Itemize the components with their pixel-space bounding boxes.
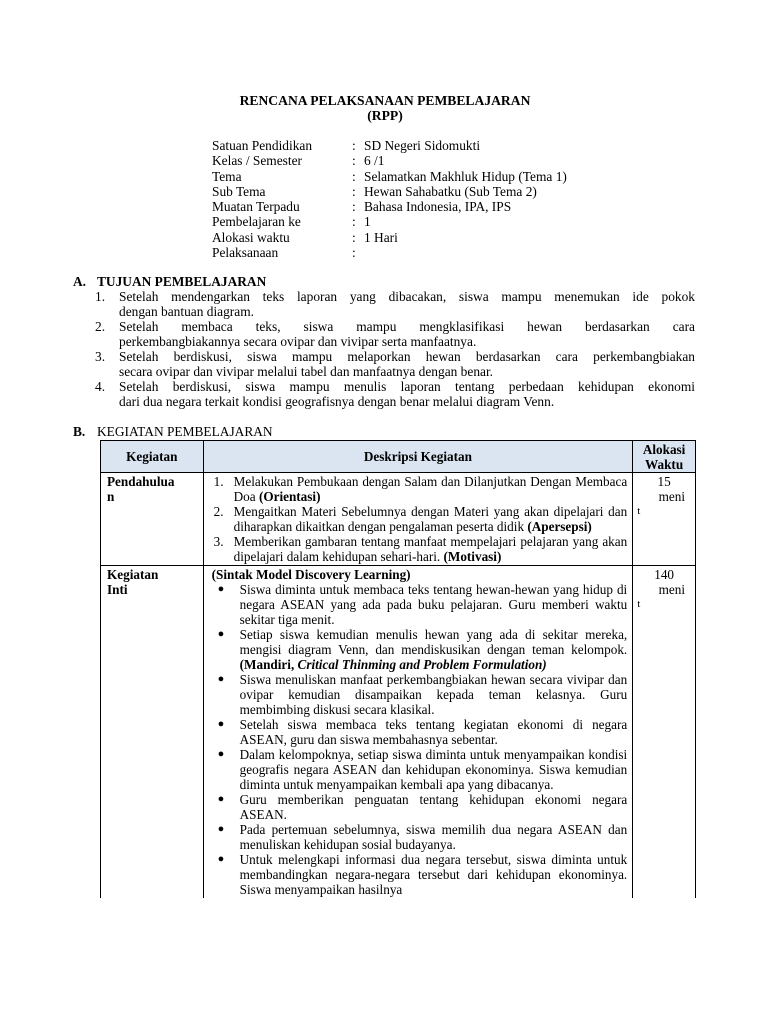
identity-separator: : (352, 214, 356, 230)
identity-value: 6 /1 (364, 153, 385, 169)
step-tag: (Apersepsi) (527, 519, 592, 534)
item-number: 4. (95, 379, 106, 394)
header-alokasi (633, 441, 696, 473)
step-item (212, 534, 628, 564)
time-value: 140 (654, 567, 674, 582)
bullet-icon: ● (217, 673, 225, 685)
identity-row-pembelajaran (212, 214, 567, 229)
objectives-list (73, 289, 695, 409)
bullet-item (212, 852, 628, 897)
phase-label-line: Inti (107, 582, 128, 597)
step-number: 3. (213, 534, 224, 549)
item-text-line: dari dua negara terkait kondisi geografisnya dengan benar melalui diagram Venn. (119, 394, 555, 409)
identity-separator: : (352, 229, 356, 245)
identity-row-alokasi (212, 230, 567, 245)
phase-label-line: Kegiatan (107, 567, 159, 582)
bullet-text: Dalam kelompoknya, setiap siswa diminta untuk menyampaikan kondisi geografis negara ASEAN dan kehidupan ekonominya. Siswa kemudian diminta untuk menyampaikan kembali apa yang dibacanya. (239, 747, 628, 792)
time-value: 15 (657, 474, 671, 489)
section-tujuan (73, 274, 695, 409)
item-text-line: Setelah mendengarkan teks laporan yang dibacakan, siswa mampu menemukan ide pokok (119, 289, 695, 304)
bullet-item (212, 792, 628, 822)
step-tag: (Motivasi) (443, 549, 502, 564)
section-title: TUJUAN PEMBELAJARAN (97, 274, 267, 289)
identity-separator: : (352, 168, 356, 184)
item-text-line: Setelah membaca teks, siswa mampu mengklasifikasi hewan berdasarkan cara (119, 319, 695, 334)
table-header-row (101, 441, 696, 473)
bullet-text: Untuk melengkapi informasi dua negara tersebut, siswa diminta untuk membandingkan negara-negara tersebut dari kehidupan ekonominya. Siswa menyampaikan hasilnya (239, 852, 628, 897)
bullet-text: Siswa diminta untuk membaca teks tentang hewan-hewan yang hidup di negara ASEAN yang ada pada buku pelajaran. Guru memberi waktu sekitar tiga menit. (239, 582, 628, 627)
identity-separator: : (352, 183, 356, 199)
identity-row-tema (212, 169, 567, 184)
bullet-text: Setiap siswa kemudian menulis hewan yang ada di sekitar mereka, mengisi diagram Venn, dan mendiskusikan dengan teman kelompok. (239, 627, 628, 657)
item-number: 1. (95, 289, 106, 304)
identity-row-pelaksanaan (212, 245, 567, 260)
time-unit-end: t (637, 598, 641, 610)
identity-label: Pembelajaran ke (212, 214, 301, 230)
objective-item (73, 319, 695, 349)
identity-label: Satuan Pendidikan (212, 138, 313, 153)
bullet-item (212, 627, 628, 672)
identity-separator: : (352, 138, 356, 153)
bullet-icon: ● (217, 853, 225, 865)
identity-value: Selamatkan Makhluk Hidup (Tema 1) (364, 168, 567, 184)
time-unit-end: t (637, 505, 641, 517)
bullet-text: Pada pertemuan sebelumnya, siswa memilih dua negara ASEAN dan menuliskan kehidupan sosial budayanya. (239, 822, 628, 852)
phase-label-line: n (107, 489, 115, 504)
objective-item (73, 289, 695, 319)
header-kegiatan: Kegiatan (101, 441, 204, 473)
identity-value: Hewan Sahabatku (Sub Tema 2) (364, 183, 537, 199)
item-text-line: Setelah berdiskusi, siswa mampu melaporkan hewan berdasarkan cara perkembangbiakan (119, 349, 695, 364)
step-text: Mengaitkan Materi Sebelumnya dengan Materi yang akan dipelajari dan diharapkan dikaitkan dengan pengalaman peserta didik (233, 504, 628, 534)
bullet-text: Guru memberikan penguatan tentang kehidupan ekonomi negara ASEAN. (239, 792, 628, 822)
identity-row-muatan (212, 199, 567, 214)
bullet-icon: ● (217, 718, 225, 730)
bullet-item (212, 747, 628, 792)
step-number: 2. (213, 504, 224, 519)
step-item (212, 504, 628, 534)
table-row-pendahuluan (101, 473, 696, 566)
section-kegiatan-heading (73, 424, 273, 439)
section-letter: A. (73, 274, 87, 289)
step-text: Memberikan gambaran tentang manfaat mempelajari pelajaran yang akan dipelajari dalam kehidupan sehari-hari. (233, 534, 628, 564)
header-alokasi-line: Waktu (645, 456, 684, 472)
time-unit: meni (658, 582, 685, 597)
item-text-line: perkembangbiakannya secara ovipar dan vivipar serta manfaatnya. (119, 334, 477, 349)
section-title: KEGIATAN PEMBELAJARAN (97, 424, 273, 439)
bullet-icon: ● (217, 748, 225, 760)
header-deskripsi: Deskripsi Kegiatan (203, 441, 633, 473)
step-text: Melakukan Pembukaan dengan Salam dan Dilanjutkan Dengan Membaca Doa (233, 474, 628, 504)
identity-value: SD Negeri Sidomukti (364, 138, 481, 153)
bullet-item (212, 822, 628, 852)
identity-separator: : (352, 245, 356, 261)
document-title: RENCANA PELAKSANAAN PEMBELAJARAN (239, 93, 531, 108)
item-text-line: dengan bantuan diagram. (119, 304, 254, 319)
objective-item (73, 349, 695, 379)
identity-block (212, 138, 567, 260)
section-heading (73, 274, 695, 289)
pendahuluan-steps (212, 474, 628, 564)
phase-label-line: Pendahulua (107, 474, 175, 489)
identity-label: Kelas / Semester (212, 153, 302, 169)
model-title: (Sintak Model Discovery Learning) (211, 567, 411, 582)
table-row-inti (101, 566, 696, 899)
identity-label: Muatan Terpadu (212, 199, 300, 215)
phase-time (633, 473, 696, 566)
item-text-line: secara ovipar dan vivipar melalui tabel dan manfaatnya dengan benar. (119, 364, 494, 379)
identity-value: 1 Hari (364, 229, 398, 245)
item-text-line: Setelah berdiskusi, siswa mampu menulis laporan tentang perbedaan kehidupan ekonomi (119, 379, 695, 394)
inti-steps (212, 582, 628, 897)
step-item (212, 474, 628, 504)
identity-label: Pelaksanaan (212, 245, 279, 261)
phase-label (101, 566, 204, 899)
identity-row-subtema (212, 184, 567, 199)
phase-description (203, 473, 633, 566)
item-number: 3. (95, 349, 106, 364)
identity-separator: : (352, 153, 356, 169)
phase-time (633, 566, 696, 899)
bullet-icon: ● (217, 628, 225, 640)
identity-label: Alokasi waktu (212, 229, 290, 245)
identity-label: Sub Tema (212, 183, 266, 199)
bullet-tag: (Mandiri, (239, 657, 298, 672)
activities-table (100, 440, 696, 898)
bullet-text: Siswa menuliskan manfaat perkembangbiakan hewan secara vivipar dan ovipar kemudian disampaikan kepada teman kelasnya. Guru membimbing diskusi secara klasikal. (239, 672, 628, 717)
bullet-item (212, 582, 628, 627)
item-number: 2. (95, 319, 106, 334)
section-letter: B. (73, 424, 86, 439)
header-alokasi-line: Alokasi (642, 441, 686, 457)
bullet-icon: ● (217, 793, 225, 805)
document-subtitle: (RPP) (367, 108, 403, 123)
phase-label (101, 473, 204, 566)
objective-item (73, 379, 695, 409)
bullet-icon: ● (217, 823, 225, 835)
bullet-item (212, 672, 628, 717)
identity-value: 1 (364, 214, 371, 230)
bullet-text: Setelah siswa membaca teks tentang kegiatan ekonomi di negara ASEAN, guru dan siswa membahasnya sebentar. (239, 717, 628, 747)
step-number: 1. (213, 474, 224, 489)
bullet-tag-italic: Critical Thinming and Problem Formulation) (297, 657, 547, 672)
identity-row-kelas (212, 153, 567, 168)
identity-row-satuan (212, 138, 567, 153)
identity-separator: : (352, 199, 356, 215)
identity-value: Bahasa Indonesia, IPA, IPS (364, 199, 512, 215)
bullet-icon: ● (217, 583, 225, 595)
phase-description (203, 566, 633, 899)
identity-label: Tema (212, 168, 242, 184)
step-tag: (Orientasi) (258, 489, 321, 504)
time-unit: meni (658, 489, 685, 504)
bullet-item (212, 717, 628, 747)
